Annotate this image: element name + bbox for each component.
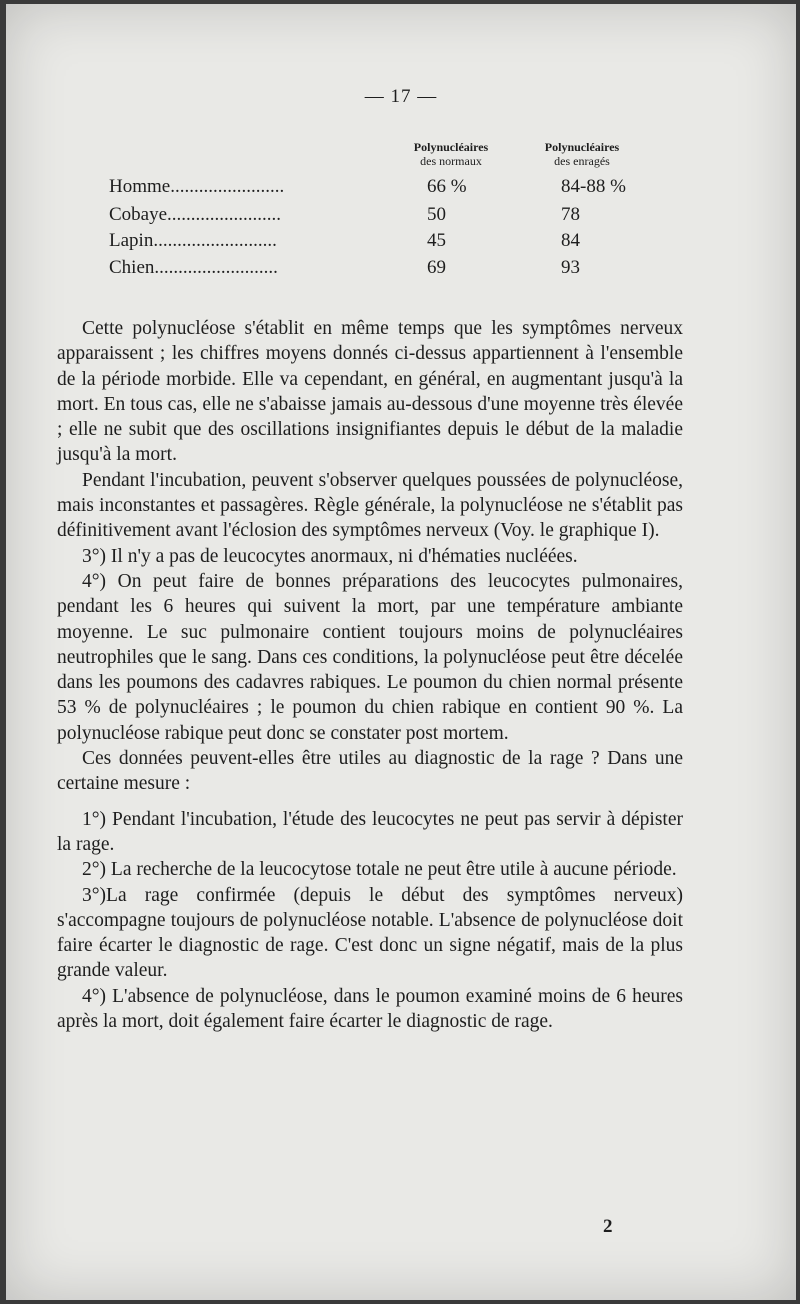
paragraph: 2°) La recherche de la leucocytose totale ne peut être utile à aucune période. [82, 859, 677, 881]
table-row [109, 230, 709, 258]
signature-mark: 2 [603, 1216, 613, 1237]
paragraph: 4°) On peut faire de bonnes préparations des leucocytes pulmonaires, pendant les 6 heures qui suivent la mort, par une température ambiante moyenne. Le suc pulmonaire contient toujours moins de polynucléaires neutrophiles que le sang. Dans ces conditions, la polynucléose peut être décelée dans les poumons des cadavres rabiques. Le poumon du chien normal présente 53 % de polynucléaires ; le poumon du chien rabique en contient 90 %. La polynucléose rabique peut donc se constater post mortem. [57, 570, 683, 744]
row-enrage-value: 78 [561, 204, 580, 225]
paragraph: 3°) Il n'y a pas de leucocytes anormaux, ni d'hématies nucléées. [82, 545, 578, 567]
paragraph: Ces données peuvent-elles être utiles au diagnostic de la rage ? Dans une certaine mesure : [57, 748, 683, 795]
row-label: Cobaye........................ [109, 204, 282, 225]
row-label: Chien.......................... [109, 257, 278, 278]
page-number: — 17 — [364, 86, 438, 107]
row-enrage-value: 84-88 % [561, 176, 626, 197]
row-label: Lapin.......................... [109, 230, 277, 251]
table-row [109, 257, 709, 285]
table-row [109, 204, 709, 232]
table-header-enrage [529, 140, 635, 168]
paragraph: 3°)La rage confirmée (depuis le début des symptômes nerveux) s'accompagne toujours de polynucléose notable. L'absence de polynucléose doit faire écarter le diagnostic de rage. C'est donc un signe négatif, mais de la plus grande valeur. [57, 884, 683, 982]
row-normal-value: 69 [427, 257, 446, 278]
body-text [57, 316, 683, 1034]
table-row [109, 176, 709, 204]
paragraph: Cette polynucléose s'établit en même temps que les symptômes nerveux apparaissent ; les chiffres moyens donnés ci-dessus appartiennent à l'ensemble de la période morbide. Elle va cependant, en général, en augmentant jusqu'à la mort. En tous cas, elle ne s'abaisse jamais au-dessous d'une moyenne très élevée ; elle ne subit que des oscillations insignifiantes depuis le début de la maladie jusqu'à la mort. [57, 318, 683, 466]
row-normal-value: 50 [427, 204, 446, 225]
paragraph: Pendant l'incubation, peuvent s'observer quelques poussées de polynucléose, mais inconstantes et passagères. Règle générale, la polynucléose ne s'établit pas définitivement avant l'éclosion des symptômes nerveux (Voy. le graphique I). [57, 469, 683, 542]
document-page [6, 4, 796, 1300]
table-header-normal-title: Polynucléaires [413, 140, 489, 154]
paragraph: 4°) L'absence de polynucléose, dans le poumon examiné moins de 6 heures après la mort, doit également faire écarter le diagnostic de rage. [57, 985, 683, 1033]
row-enrage-value: 93 [561, 257, 580, 278]
table-header-enrage-title: Polynucléaires [544, 140, 620, 154]
row-label: Homme........................ [109, 176, 285, 197]
row-normal-value: 45 [427, 230, 446, 251]
table-header-normal-sub: des normaux [420, 154, 482, 168]
row-enrage-value: 84 [561, 230, 580, 251]
row-normal-value: 66 % [427, 176, 467, 197]
table-header-normal [399, 140, 503, 168]
table-header-enrage-sub: des enragés [554, 154, 610, 168]
paragraph: 1°) Pendant l'incubation, l'étude des leucocytes ne peut pas servir à dépister la rage. [57, 808, 683, 855]
